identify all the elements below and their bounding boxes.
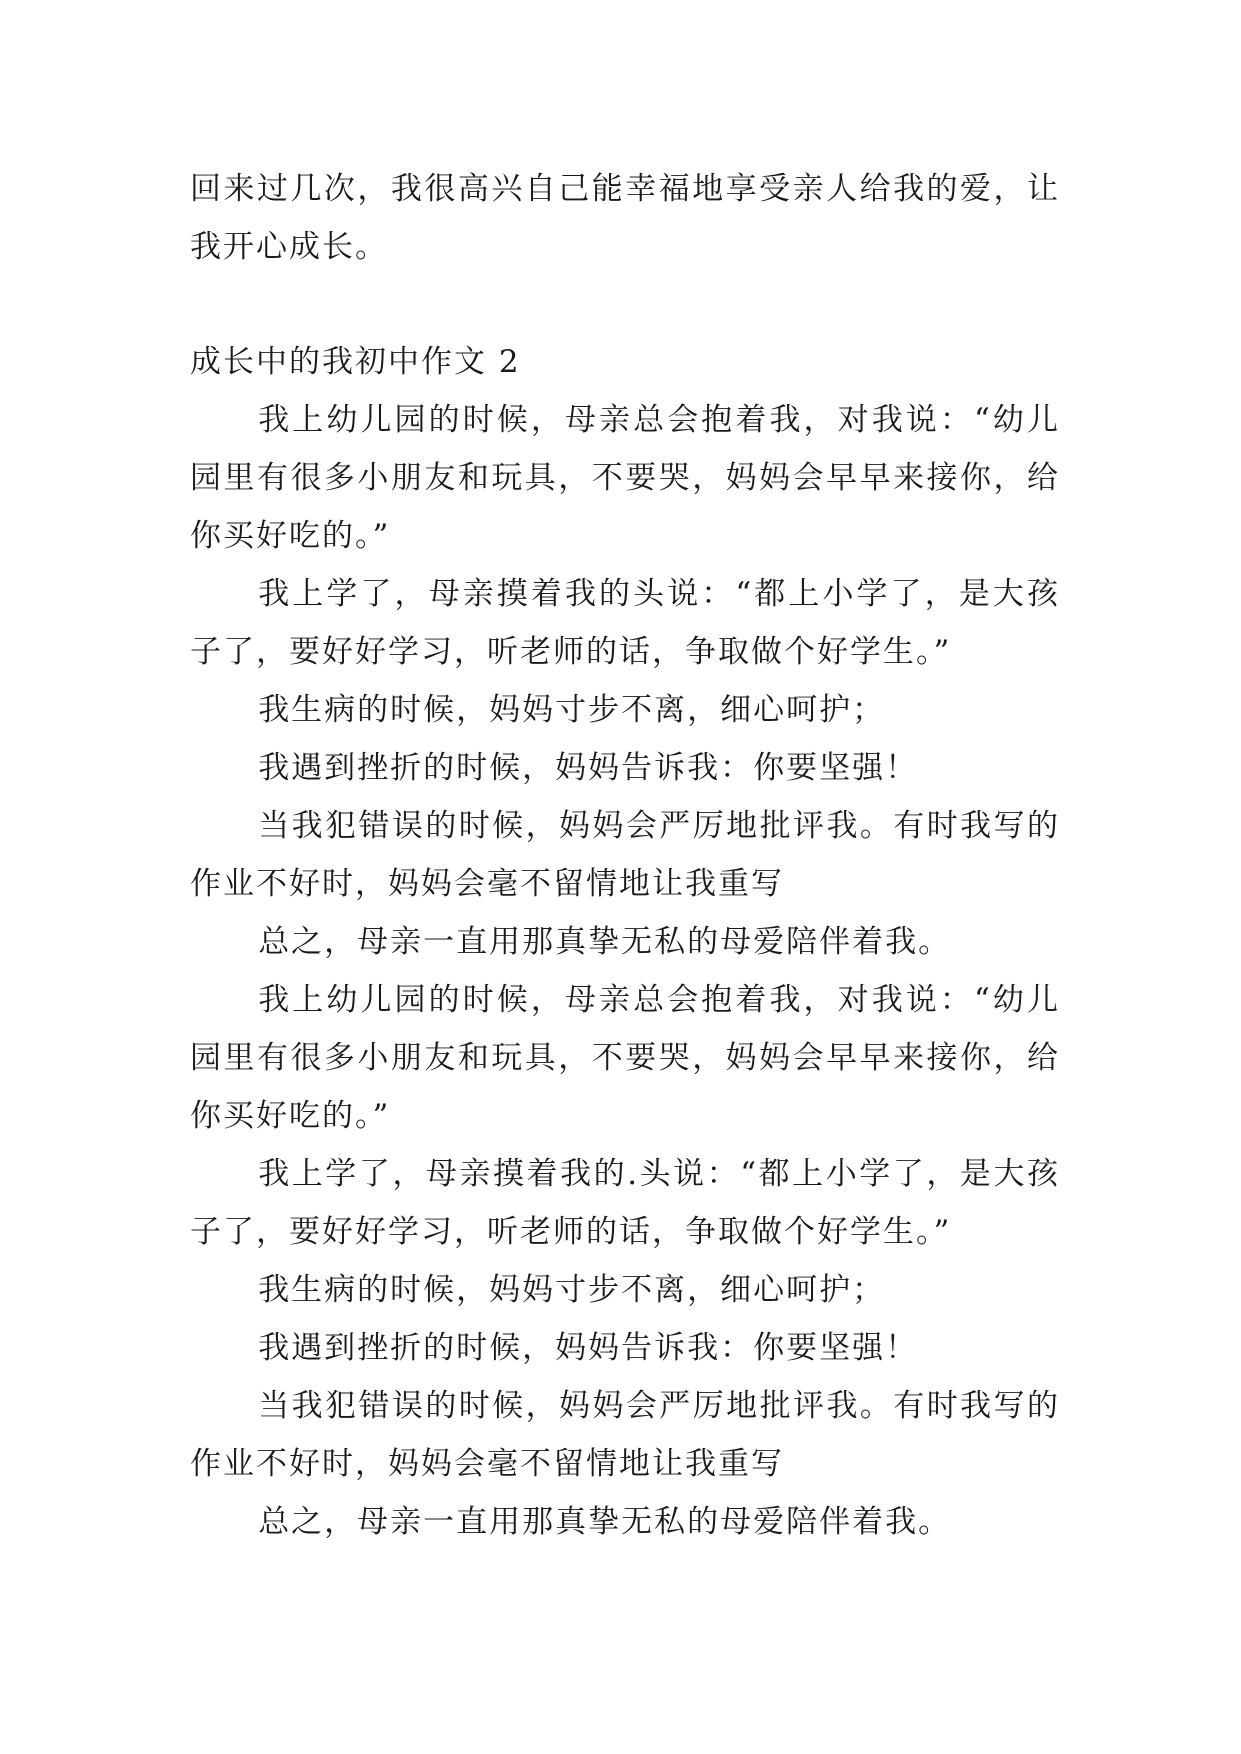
section-title: 成长中的我初中作文 2	[190, 344, 521, 380]
lead-paragraph: 回来过几次，我很高兴自己能幸福地享受亲人给我的爱，让我开心成长。	[190, 171, 1060, 265]
paragraph-3: 我生病的时候，妈妈寸步不离，细心呵护；	[258, 692, 886, 728]
paragraph-9: 我生病的时候，妈妈寸步不离，细心呵护；	[258, 1272, 886, 1308]
paragraph-2: 我上学了，母亲摸着我的头说：“都上小学了，是大孩子了，要好好学习，听老师的话，争取做个好学生。”	[190, 576, 1060, 670]
paragraph-6: 总之，母亲一直用那真挚无私的母爱陪伴着我。	[258, 924, 952, 960]
paragraph-12: 总之，母亲一直用那真挚无私的母爱陪伴着我。	[258, 1504, 952, 1540]
paragraph-5: 当我犯错误的时候，妈妈会严厉地批评我。有时我写的作业不好时，妈妈会毫不留情地让我重写	[190, 808, 1060, 902]
document-body	[190, 160, 1060, 1551]
paragraph-10: 我遇到挫折的时候，妈妈告诉我：你要坚强！	[258, 1330, 919, 1366]
paragraph-8: 我上学了，母亲摸着我的.头说：“都上小学了，是大孩子了，要好好学习，听老师的话，争取做个好学生。”	[190, 1156, 1060, 1250]
paragraph-1: 我上幼儿园的时候，母亲总会抱着我，对我说：“幼儿园里有很多小朋友和玩具，不要哭，妈妈会早早来接你，给你买好吃的。”	[190, 402, 1060, 554]
paragraph-7: 我上幼儿园的时候，母亲总会抱着我，对我说：“幼儿园里有很多小朋友和玩具，不要哭，妈妈会早早来接你，给你买好吃的。”	[190, 982, 1060, 1134]
paragraph-11: 当我犯错误的时候，妈妈会严厉地批评我。有时我写的作业不好时，妈妈会毫不留情地让我重写	[190, 1388, 1060, 1482]
paragraph-4: 我遇到挫折的时候，妈妈告诉我：你要坚强！	[258, 750, 919, 786]
